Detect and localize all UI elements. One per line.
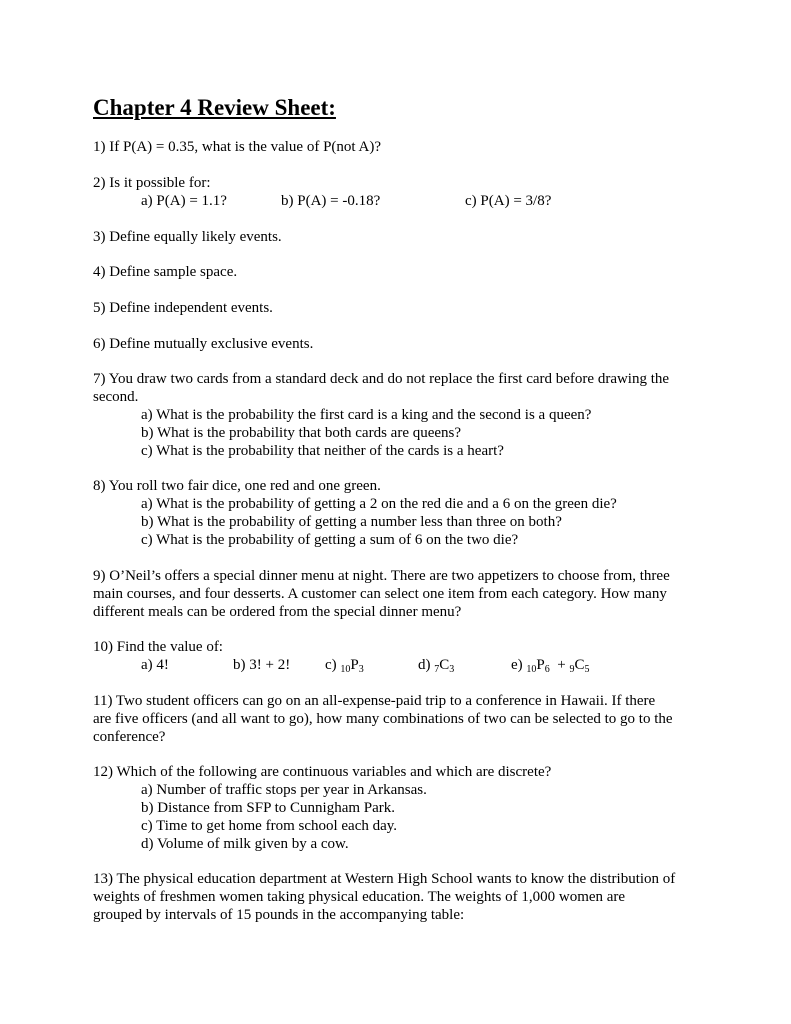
question-2-stem: 2) Is it possible for:: [93, 175, 211, 191]
question-12-part-a: a) Number of traffic stops per year in Arkansas.: [141, 782, 427, 798]
question-10-part-d: d) $_7C_3$: [418, 657, 455, 675]
question-7-stem-line-2: second.: [93, 389, 139, 405]
question-10-part-b: b) 3! + 2!: [233, 657, 291, 673]
question-11-line-3: conference?: [93, 729, 166, 745]
question-13-line-1: 13) The physical education department at Western High School wants to know the distribution of: [93, 871, 676, 887]
question-10-part-e: e) $_{10}P_6 + _9C_5$: [511, 657, 590, 675]
question-12-part-b: b) Distance from SFP to Cunnigham Park.: [141, 800, 396, 816]
question-12-part-d: d) Volume of milk given by a cow.: [141, 836, 349, 852]
question-10-part-c: c) $_{10}P_3$: [325, 657, 364, 675]
question-11-line-2: are five officers (and all want to go), how many combinations of two can be selected to go to the: [93, 711, 673, 727]
question-9-line-1: 9) O’Neil’s offers a special dinner menu at night. There are two appetizers to choose from, three: [93, 568, 670, 584]
question-7-part-b: b) What is the probability that both cards are queens?: [141, 425, 462, 441]
question-2-option-c: c) P(A) = 3/8?: [465, 193, 552, 209]
question-12-part-c: c) Time to get home from school each day.: [141, 818, 398, 834]
question-13-line-2: weights of freshmen women taking physical education. The weights of 1,000 women are: [93, 889, 626, 905]
question-8-part-b: b) What is the probability of getting a number less than three on both?: [141, 514, 562, 530]
question-11-line-1: 11) Two student officers can go on an all-expense-paid trip to a conference in Hawaii. If there: [93, 693, 656, 709]
question-7-part-c: c) What is the probability that neither of the cards is a heart?: [141, 443, 504, 459]
question-4: 4) Define sample space.: [93, 264, 238, 280]
question-8-part-c: c) What is the probability of getting a sum of 6 on the two die?: [141, 532, 519, 548]
question-3: 3) Define equally likely events.: [93, 229, 282, 245]
question-7-stem-line-1: 7) You draw two cards from a standard deck and do not replace the first card before drawing the: [93, 371, 670, 387]
question-10-stem: 10) Find the value of:: [93, 639, 223, 655]
question-5: 5) Define independent events.: [93, 300, 273, 316]
question-6: 6) Define mutually exclusive events.: [93, 336, 314, 352]
question-10-part-a: a) 4!: [141, 657, 169, 673]
page-title: Chapter 4 Review Sheet:: [93, 95, 336, 120]
question-9-line-3: different meals can be ordered from the special dinner menu?: [93, 604, 462, 620]
question-7-part-a: a) What is the probability the first card is a king and the second is a queen?: [141, 407, 592, 423]
question-2-option-b: b) P(A) = -0.18?: [281, 193, 381, 209]
question-8-stem: 8) You roll two fair dice, one red and one green.: [93, 478, 381, 494]
question-13-line-3: grouped by intervals of 15 pounds in the accompanying table:: [93, 907, 465, 923]
question-12-stem: 12) Which of the following are continuous variables and which are discrete?: [93, 764, 552, 780]
question-2-option-a: a) P(A) = 1.1?: [141, 193, 227, 209]
question-8-part-a: a) What is the probability of getting a 2 on the red die and a 6 on the green die?: [141, 496, 617, 512]
question-9-line-2: main courses, and four desserts. A customer can select one item from each category. How many: [93, 586, 667, 602]
question-1: 1) If P(A) = 0.35, what is the value of P(not A)?: [93, 139, 381, 155]
